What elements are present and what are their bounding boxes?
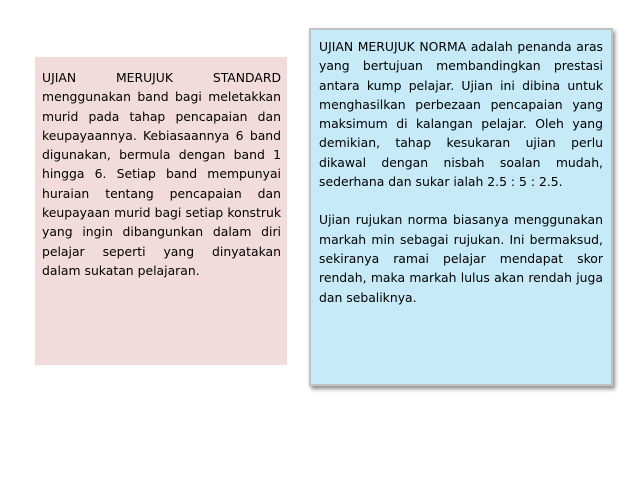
standard-referenced-test-text: UJIAN MERUJUK STANDARD menggunakan band bagi meletakkan murid pada tahap pencapaian dan keupayaannya. Kebiasaannya 6 band digunakan, bermula dengan band 1 hingga 6. Setiap band mempunyai huraian tentang pencapaian dan keupayaan murid bagi setiap konstruk yang ingin dibangunkan dalam diri pelajar seperti yang dinyatakan dalam sukatan pelajaran. <box>42 70 281 278</box>
norm-referenced-test-definition: UJIAN MERUJUK NORMA adalah penanda aras yang bertujuan membandingkan prestasi antara kump pelajar. Ujian ini dibina untuk menghasilkan perbezaan pencapaian yang maksimum di kalangan pelajar. Oleh yang demikian, tahap kesukaran ujian perlu dikawal dengan nisbah soalan mudah, sederhana dan sukar ialah 2.5 : 5 : 2.5. <box>319 39 603 190</box>
norm-referenced-test-box <box>309 28 613 386</box>
norm-referenced-test-marking: Ujian rujukan norma biasanya menggunakan markah min sebagai rujukan. Ini bermaksud, sekiranya ramai pelajar mendapat skor rendah, maka markah lulus akan rendah juga dan sebaliknya. <box>319 212 603 305</box>
standard-referenced-test-box <box>35 57 287 365</box>
